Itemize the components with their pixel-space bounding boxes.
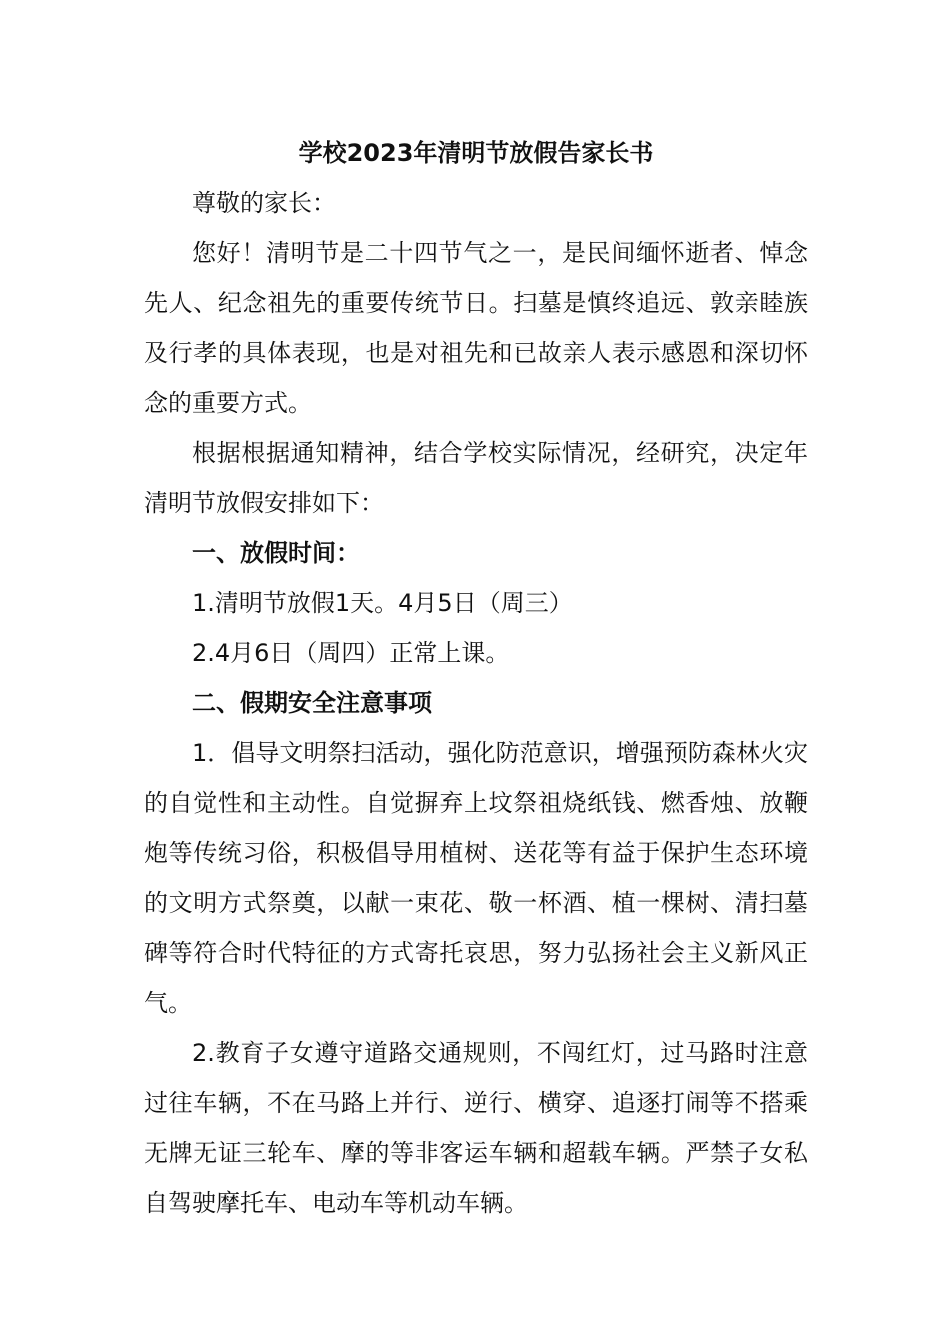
intro-paragraph: 您好！清明节是二十四节气之一，是民间缅怀逝者、悼念先人、纪念祖先的重要传统节日。扫墓是慎终追远、敦亲睦族及行孝的具体表现，也是对祖先和已故亲人表示感恩和深切怀念的重要方式。 bbox=[144, 239, 808, 417]
safety-item-1: 1．倡导文明祭扫活动，强化防范意识，增强预防森林火灾的自觉性和主动性。自觉摒弃上坟祭祖烧纸钱、燃香烛、放鞭炮等传统习俗，积极倡导用植树、送花等有益于保护生态环境的文明方式祭奠，以献一束花、敬一杯酒、植一棵树、清扫墓碑等符合时代特征的方式寄托哀思，努力弘扬社会主义新风正气。 bbox=[144, 739, 808, 1017]
document-title: 学校2023年清明节放假告家长书 bbox=[298, 139, 654, 167]
arrangement-paragraph: 根据根据通知精神，结合学校实际情况，经研究，决定年清明节放假安排如下： bbox=[144, 439, 808, 517]
holiday-item-1: 1.清明节放假1天。4月5日（周三） bbox=[192, 589, 573, 617]
holiday-item-2: 2.4月6日（周四）正常上课。 bbox=[192, 639, 510, 667]
section-heading-safety: 二、假期安全注意事项 bbox=[192, 689, 432, 717]
salutation: 尊敬的家长： bbox=[192, 189, 336, 217]
safety-item-2: 2.教育子女遵守道路交通规则，不闯红灯，过马路时注意过往车辆，不在马路上并行、逆行、横穿、追逐打闹等不搭乘无牌无证三轮车、摩的等非客运车辆和超载车辆。严禁子女私自驾驶摩托车、电动车等机动车辆。 bbox=[144, 1039, 808, 1217]
document-page bbox=[144, 128, 808, 1228]
section-heading-holiday-time: 一、放假时间： bbox=[192, 539, 360, 567]
